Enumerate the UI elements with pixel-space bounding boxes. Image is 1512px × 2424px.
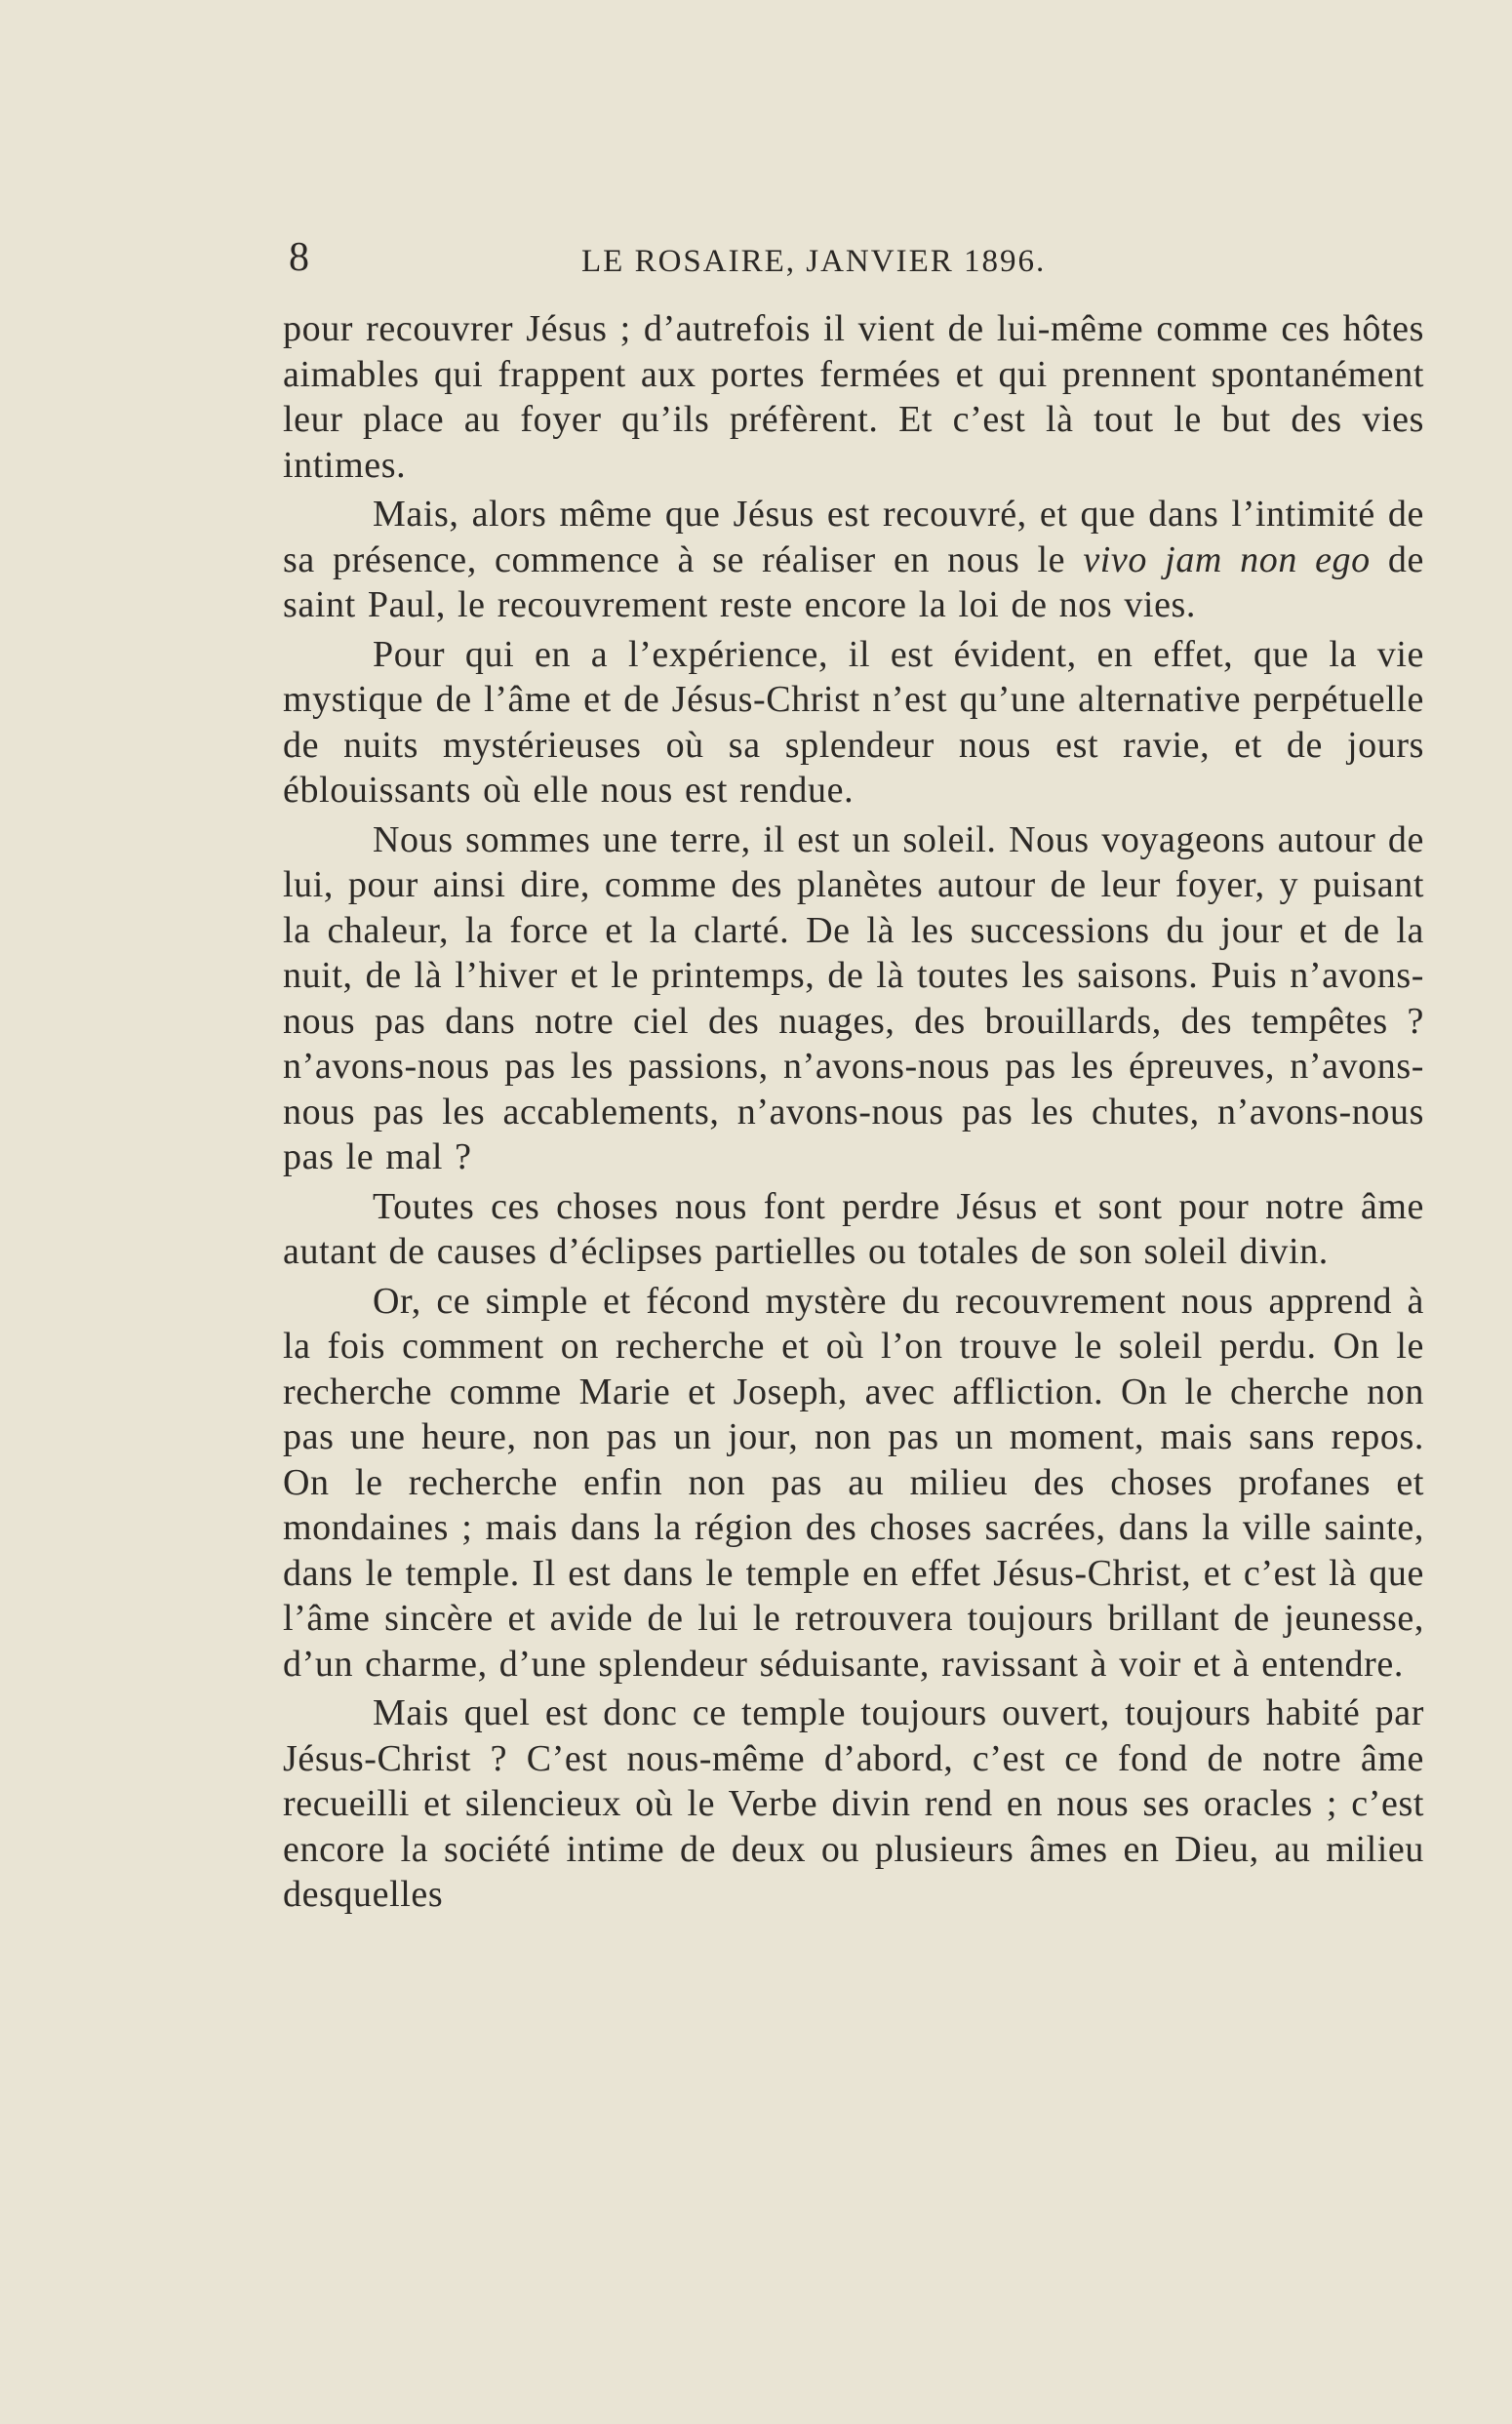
paragraph-text: pour recouvrer Jésus ; d’autrefois il vient de lui-même comme ces hôtes aimables qui frappent aux portes fermées et qui prennent spontanément leur place au foyer qu’ils préfèrent. Et c’est là tout le but des vies intimes.: [283, 308, 1424, 486]
paragraph-text: Mais quel est donc ce temple toujours ouvert, toujours habité par Jésus-Christ ? C’est nous-même d’abord, c’est ce fond de notre âme recueilli et silencieux où le Verbe divin rend en nous ses oracles ; c’est encore la société intime de deux ou plusieurs âmes en Dieu, au milieu desquelles: [283, 1692, 1424, 1915]
page-header: [289, 234, 1430, 293]
body-text: [283, 306, 1424, 1918]
page-number: 8: [289, 235, 309, 280]
paragraph: [283, 1279, 1424, 1688]
paragraph: [283, 492, 1424, 628]
paragraph: [283, 306, 1424, 488]
paragraph: [283, 817, 1424, 1180]
paragraph: [283, 1690, 1424, 1918]
paragraph-text: de saint Paul, le recouvrement reste encore la loi de nos vies.: [283, 538, 1424, 625]
running-head: LE ROSAIRE, JANVIER 1896.: [581, 244, 1047, 279]
paragraph: [283, 1184, 1424, 1275]
paragraph-text: Mais, alors même que Jésus est recouvré, et que dans l’intimité de sa présence, commence à se réaliser en nous le: [283, 494, 1424, 580]
paragraph-text: Pour qui en a l’expérience, il est évident, en effet, que la vie mystique de l’âme et de Jésus-Christ n’est qu’une alternative perpétuelle de nuits mystérieuses où sa splendeur nous est ravie, et de jours éblouissants où elle nous est rendue.: [283, 633, 1424, 811]
latin-quotation: vivo jam non ego: [1083, 538, 1371, 580]
paragraph: [283, 632, 1424, 814]
paragraph-text: Toutes ces choses nous font perdre Jésus et sont pour notre âme autant de causes d’éclipses partielles ou totales de son soleil divin.: [283, 1185, 1424, 1272]
paragraph-text: Nous sommes une terre, il est un soleil. Nous voyageons autour de lui, pour ainsi dire, comme des planètes autour de leur foyer, y puisant la chaleur, la force et la clarté. De là les successions du jour et de la nuit, de là l’hiver et le printemps, de là toutes les saisons. Puis n’avons-nous pas dans notre ciel des nuages, des brouillards, des tempêtes ? n’avons-nous pas les passions, n’avons-nous pas les épreuves, n’avons-nous pas les accablements, n’avons-nous pas les chutes, n’avons-nous pas le mal ?: [283, 818, 1424, 1177]
paragraph-text: Or, ce simple et fécond mystère du recouvrement nous apprend à la fois comment on recherche et où l’on trouve le soleil perdu. On le recherche comme Marie et Joseph, avec affliction. On le cherche non pas une heure, non pas un jour, non pas un moment, mais sans repos. On le recherche enfin non pas au milieu des choses profanes et mondaines ; mais dans la région des choses sacrées, dans la ville sainte, dans le temple. Il est dans le temple en effet Jésus-Christ, et c’est là que l’âme sincère et avide de lui le retrouvera toujours brillant de jeunesse, d’un charme, d’une splendeur séduisante, ravissant à voir et à entendre.: [283, 1280, 1424, 1685]
